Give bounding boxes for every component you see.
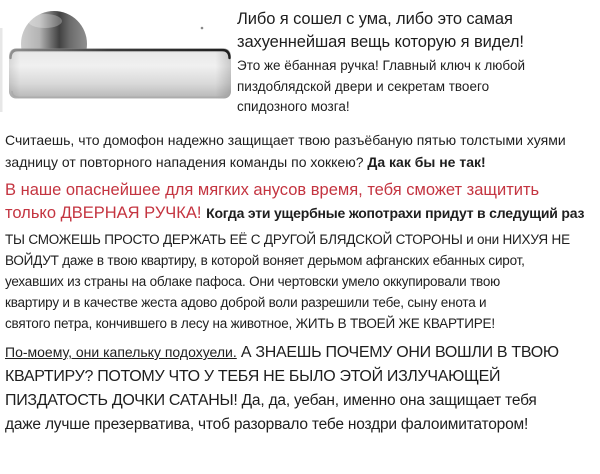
final-line-3 <box>5 389 595 413</box>
hold-line-5: святого петра, кончившего в лесу на животное, ЖИТЬ В ТВОЕЙ ЖЕ КВАРТИРЕ! <box>5 316 495 331</box>
final-line-4 <box>5 413 595 437</box>
final-paragraph <box>0 340 600 437</box>
danger-bold-tail: Когда эти ущербные жопотрахи придут в следущий раз <box>206 205 585 221</box>
final-line-2 <box>5 365 595 389</box>
intercom-paragraph <box>0 130 600 173</box>
intercom-line-2-text: задницу от повторного нападения команды по хоккею? <box>5 153 368 170</box>
final-caps-1: А ЗНАЕШЬ ПОЧЕМУ ОНИ ВОШЛИ В ТВОЮ <box>236 344 559 361</box>
final-tail-2: даже лучше презерватива, чтоб разорвало тебе ноздри фалоимитатором! <box>5 416 529 433</box>
door-handle-photo <box>0 0 233 120</box>
danger-red-text-2: только ДВЕРНАЯ РУЧКА! <box>5 204 207 222</box>
top-section <box>0 0 600 120</box>
hold-line-1: ТЫ СМОЖЕШЬ ПРОСТО ДЕРЖАТЬ ЕЁ С ДРУГОЙ БЛЯДСКОЙ СТОРОНЫ и они НИХУЯ НЕ <box>5 232 570 247</box>
final-underlined-text: По-моему, они капельку подохуели. <box>5 344 237 360</box>
intercom-bold-emphasis: Да как бы не так! <box>367 153 486 170</box>
subheadline-line-2: пиздоблядской двери и секретам твоего <box>237 78 490 94</box>
subheadline <box>237 56 525 118</box>
intercom-line-2 <box>5 152 595 174</box>
hold-paragraph <box>0 229 600 334</box>
intercom-line-1: Считаешь, что домофон надежно защищает твою разъёбаную пятью толстыми хуями <box>5 132 566 148</box>
final-caps-3: ПИЗДАТОСТЬ ДОЧКИ САТАНЫ! <box>5 392 238 409</box>
headline-line-2: захуеннейшая вещь которую я видел! <box>237 33 524 51</box>
headline-line-1: Либо я сошел с ума, либо это самая <box>237 10 513 28</box>
danger-red-line-1 <box>5 179 595 202</box>
headline <box>237 8 525 54</box>
door-handle-icon <box>0 0 233 120</box>
hold-line-4: квартиру и в качестве жеста адово доброй воли разрешили тебе, сыну енота и <box>5 295 487 310</box>
hold-line-2: ВОЙДУТ даже в твою квартиру, в которой воняет дерьмом афганских ебанных сирот, <box>5 253 525 268</box>
final-line-1 <box>5 340 595 365</box>
danger-line-2 <box>5 202 595 225</box>
danger-red-text-1: В наше опаснейшее для мягких анусов время, тебя сможет защитить <box>5 181 540 199</box>
subheadline-line-1: Это же ёбанная ручка! Главный ключ к любой <box>237 58 526 73</box>
final-caps-2: КВАРТИРУ? ПОТОМУ ЧТО У ТЕБЯ НЕ БЫЛО ЭТОЙ ИЗЛУЧАЮЩЕЙ <box>5 368 501 385</box>
top-text-column <box>233 0 525 120</box>
subheadline-line-3: спидозного мозга! <box>237 99 350 114</box>
final-tail-1: Да, да, уебан, именно она защищает тебя <box>237 392 537 409</box>
danger-paragraph <box>0 179 600 225</box>
hold-line-3: уехавших из страны на облаке пафоса. Они чертовски умело оккупировали твою <box>5 274 501 289</box>
